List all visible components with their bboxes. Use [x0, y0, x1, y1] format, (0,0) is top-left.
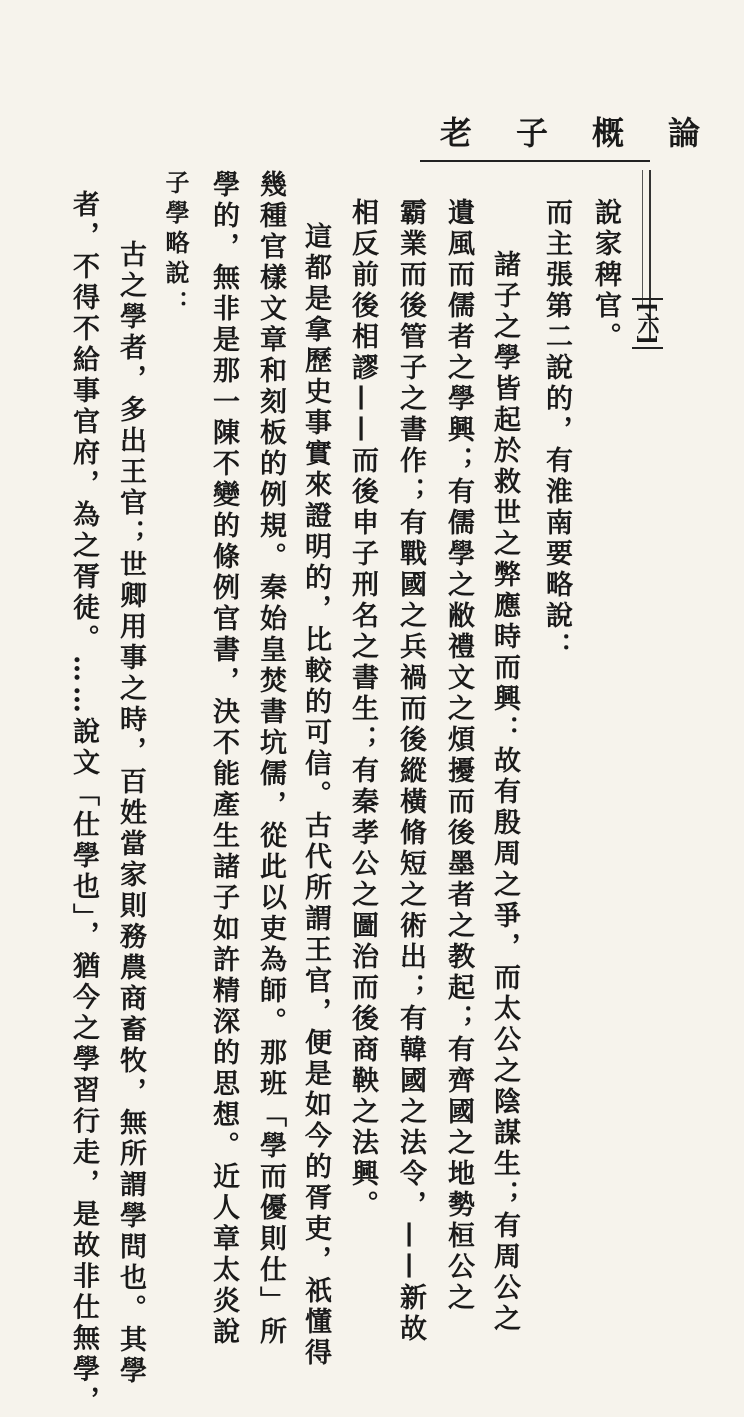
- text-column-1: 說家稗官。: [590, 198, 621, 353]
- text-column-11: 古之學者，多出王官；世卿用事之時，百姓當家則務農商畜牧，無所謂學問也。其學: [115, 240, 146, 1387]
- header-rule: [420, 160, 650, 162]
- text-column-5: 霸業而後管子之書作；有戰國之兵禍而後縱橫脩短之術出；有韓國之法令，——新故: [395, 198, 426, 1345]
- text-column-7: 這都是拿歷史事實來證明的，比較的可信。古代所謂王官，便是如今的胥吏，祇懂得: [300, 222, 331, 1369]
- text-column-8: 幾種官樣文章和刻板的例規。秦始皇焚書坑儒，從此以吏為師。那班「學而優則仕」所: [255, 170, 286, 1348]
- text-column-9: 學的，無非是那一陳不變的條例官書，決不能產生諸子如許精深的思想。近人章太炎說: [208, 170, 239, 1348]
- side-rule-inner: [642, 170, 643, 305]
- text-column-10: 子學略說：: [161, 170, 190, 320]
- text-column-3: 諸子之學皆起於救世之弊應時而興：故有殷周之爭，而太公之陰謀生；有周公之: [489, 250, 520, 1335]
- text-column-4: 遺風而儒者之學興；有儒學之敝禮文之煩擾而後墨者之教起；有齊國之地勢桓公之: [443, 198, 474, 1314]
- running-header-title: 老子概論: [440, 114, 744, 152]
- page-number: [六]: [632, 298, 663, 349]
- text-column-6: 相反前後相謬——而後申子刑名之書生；有秦孝公之圖治而後商鞅之法興。: [347, 198, 378, 1221]
- text-column-2: 而主張第二說的，有淮南要略說：: [541, 198, 572, 663]
- text-column-12: 者，不得不給事官府，為之胥徒。……說文「仕學也」，猶今之學習行走，是故非仕無學，: [68, 190, 99, 1417]
